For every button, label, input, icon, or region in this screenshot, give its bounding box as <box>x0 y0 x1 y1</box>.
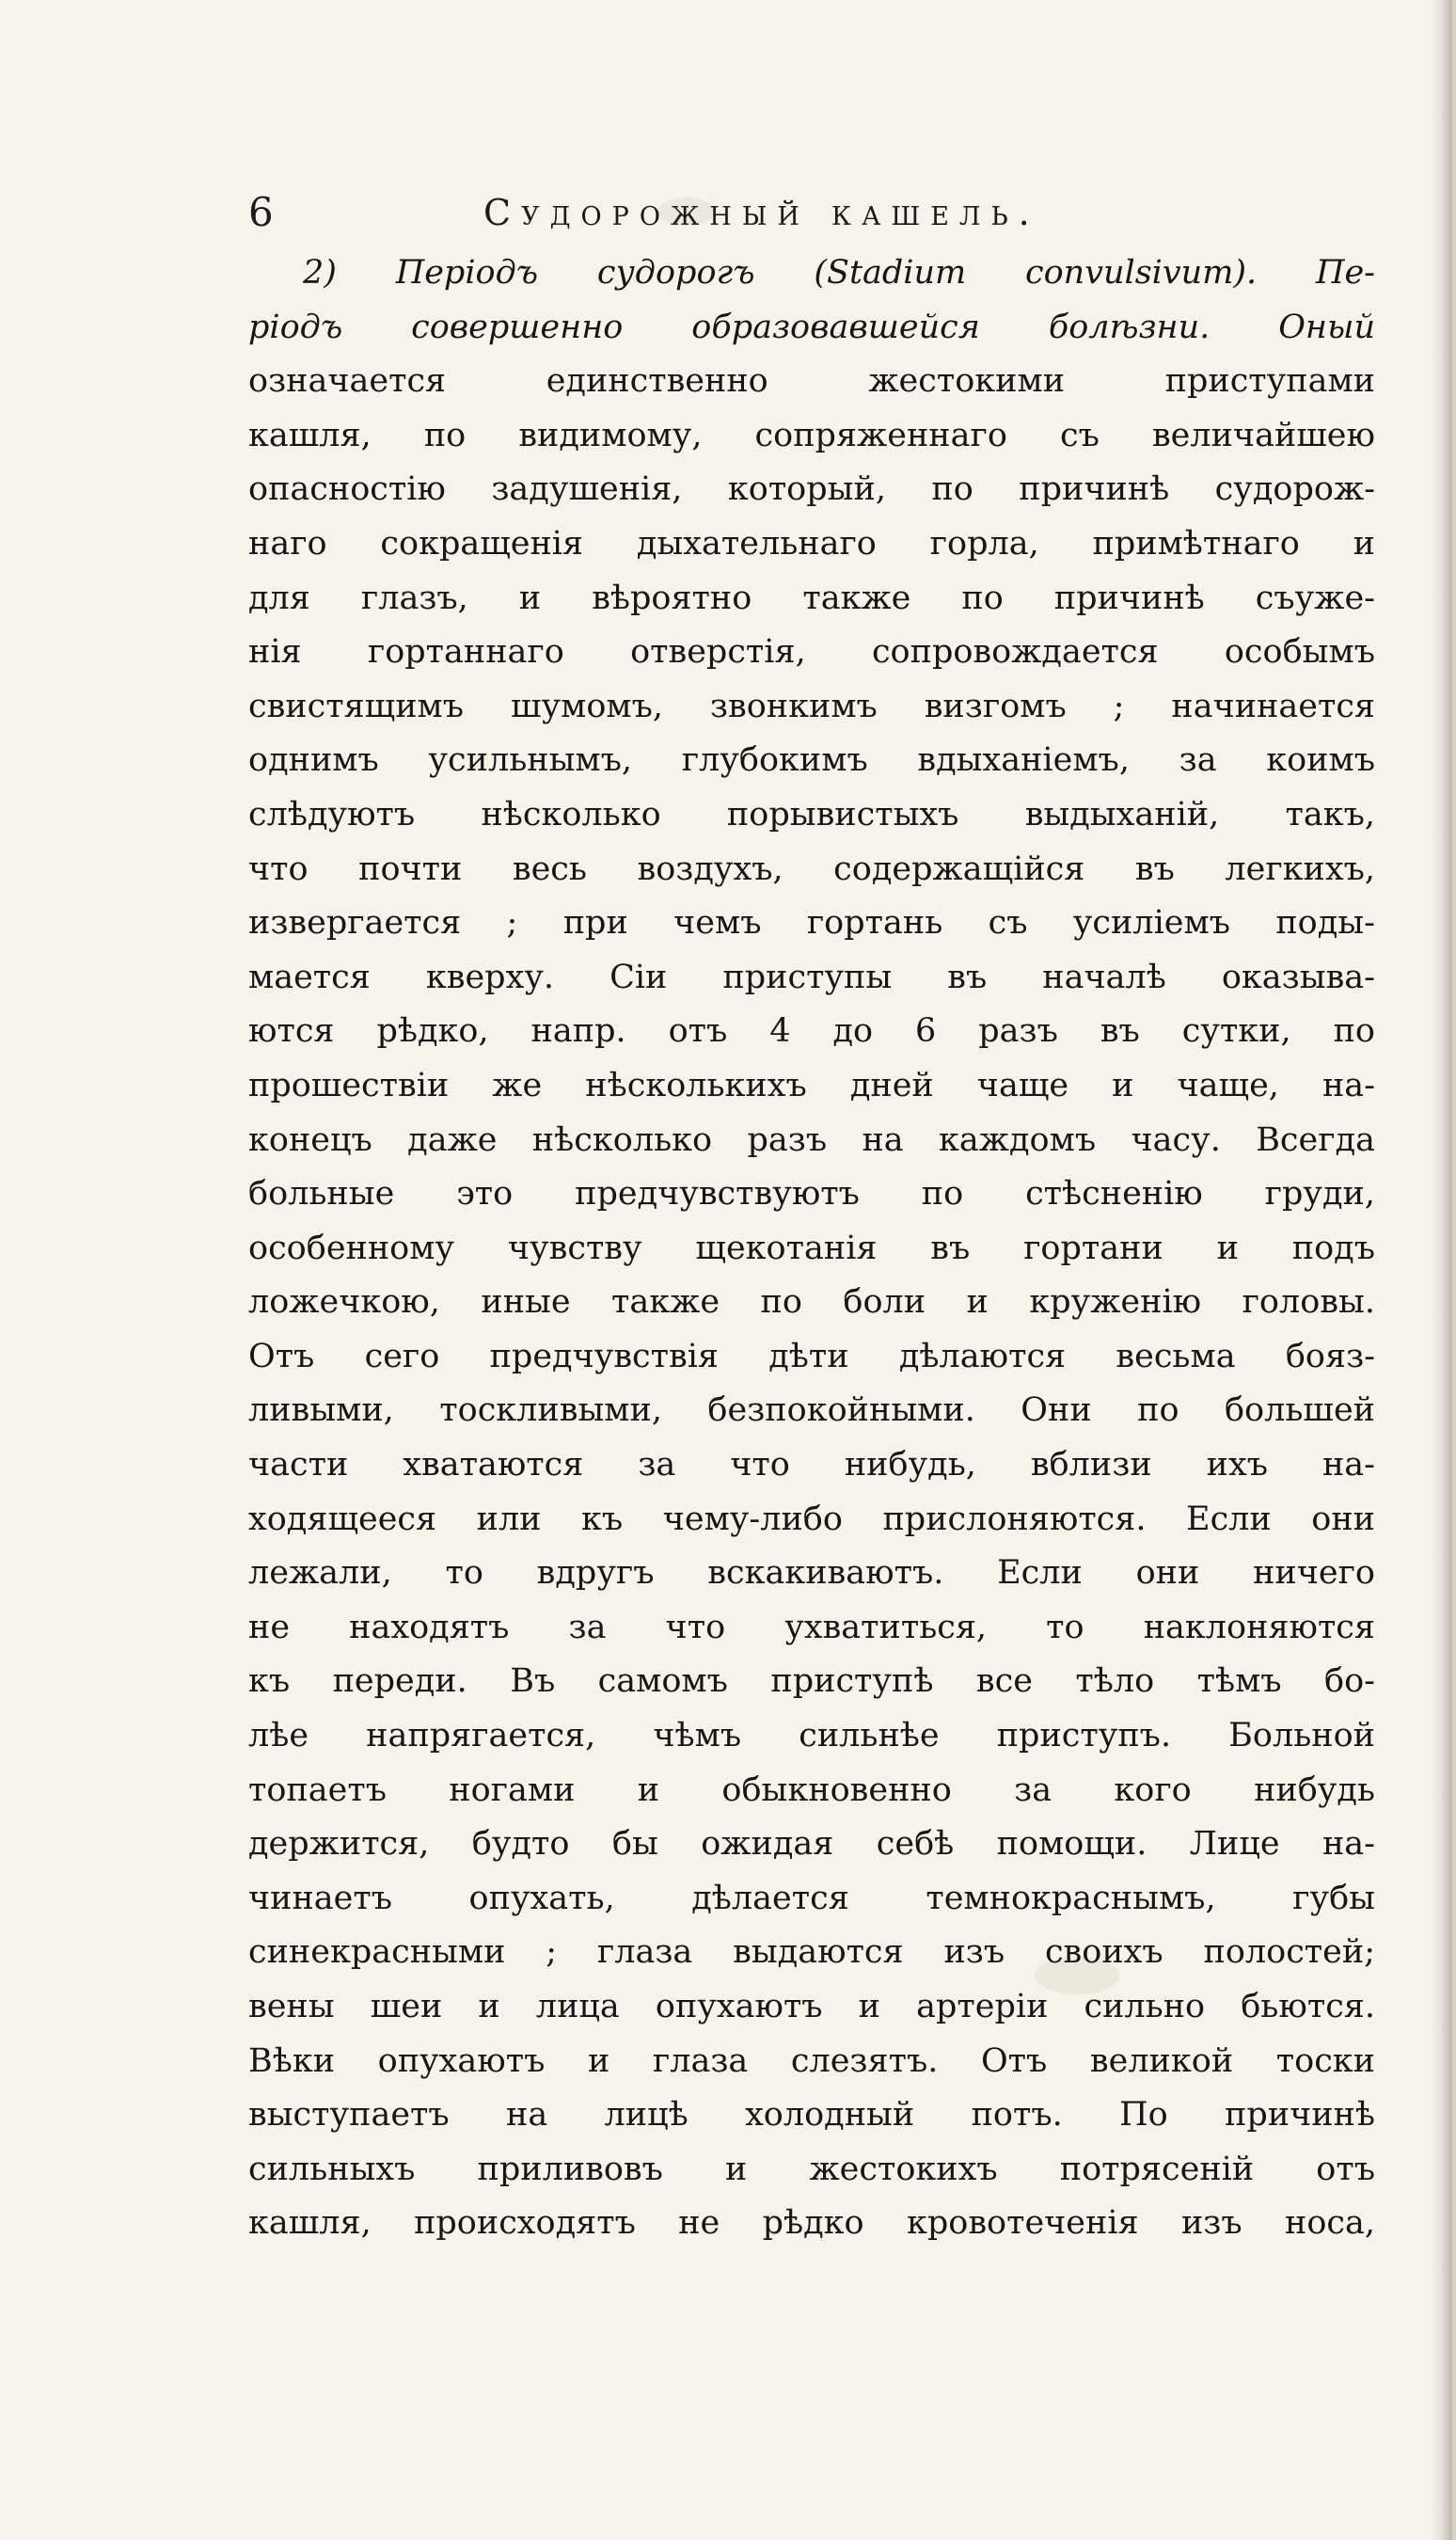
text-line: лежали, то вдругъ вскакиваютъ. Если они ничего <box>248 1554 1375 1593</box>
text-line: мается кверху. Сіи приступы въ началѣ оказыва- <box>248 958 1375 996</box>
text-line: опасностію задушенія, который, по причинѣ судорож- <box>248 470 1375 509</box>
page-edge <box>1452 0 1456 2540</box>
page-number: 6 <box>248 189 274 235</box>
text-line: наго сокращенія дыхательнаго горла, примѣтнаго и <box>248 524 1375 563</box>
text-line: лѣе напрягается, чѣмъ сильнѣе приступъ. Больной <box>248 1717 1375 1755</box>
text-line: слѣдуютъ нѣсколько порывистыхъ выдыханій, такъ, <box>248 795 1375 833</box>
text-line: особенному чувству щекотанія въ гортани и подъ <box>248 1229 1375 1267</box>
page-header <box>248 184 1377 241</box>
text-line: Отъ сего предчувствія дѣти дѣлаются весьма бояз- <box>248 1337 1375 1375</box>
text-line: кашля, происходятъ не рѣдко кровотеченія изъ носа, <box>248 2204 1375 2243</box>
text-line: вены шеи и лица опухаютъ и артеріи сильно бьются. <box>248 1988 1375 2025</box>
text-line: однимъ усильнымъ, глубокимъ вдыханіемъ, за коимъ <box>248 741 1375 780</box>
text-line: для глазъ, и вѣроятно также по причинѣ съуже- <box>248 579 1375 617</box>
text-line: ходящееся или къ чему-либо прислоняются. Если они <box>248 1500 1375 1538</box>
text-line: кашля, по видимому, сопряженнаго съ величайшею <box>248 416 1375 454</box>
text-line: означается единственно жестокими приступами <box>248 362 1375 401</box>
text-line: 2) Періодъ судорогъ (Stadium convulsivum). Пе- <box>303 254 1375 292</box>
text-line: извергается ; при чемъ гортань съ усиліемъ поды- <box>248 904 1375 943</box>
text-line: что почти весь воздухъ, содержащійся въ легкихъ, <box>248 849 1375 888</box>
text-line: держится, будто бы ожидая себѣ помощи. Лице на- <box>248 1825 1375 1864</box>
text-line: сильныхъ приливовъ и жестокихъ потрясеній отъ <box>248 2150 1375 2188</box>
text-line: ливыми, тоскливыми, безпокойными. Они по большей <box>248 1391 1375 1430</box>
text-line: ются рѣдко, напр. отъ 4 до 6 разъ въ сутки, по <box>248 1012 1375 1051</box>
text-line: нія гортаннаго отверстія, сопровождается особымъ <box>248 633 1375 672</box>
body-text <box>248 246 1375 2251</box>
text-line: конецъ даже нѣсколько разъ на каждомъ часу. Всегда <box>248 1120 1375 1159</box>
text-line: ложечкою, иные также по боли и круженію головы. <box>248 1283 1375 1322</box>
text-line: чинаетъ опухать, дѣлается темнокраснымъ, губы <box>248 1879 1375 1917</box>
text-line: прошествіи же нѣсколькихъ дней чаще и чаще, на- <box>248 1066 1375 1104</box>
text-line: выступаетъ на лицѣ холодный потъ. По причинѣ <box>248 2096 1375 2135</box>
text-line: части хватаются за что нибудь, вблизи ихъ на- <box>248 1446 1375 1484</box>
text-line: синекрасными ; глаза выдаются изъ своихъ полостей; <box>248 1933 1375 1972</box>
text-line: топаетъ ногами и обыкновенно за кого нибудь <box>248 1770 1375 1809</box>
text-line: свистящимъ шумомъ, звонкимъ визгомъ ; начинается <box>248 687 1375 725</box>
text-line: не находятъ за что ухватиться, то наклоняются <box>248 1608 1375 1646</box>
text-line: Вѣки опухаютъ и глаза слезятъ. Отъ великой тоски <box>248 2041 1375 2080</box>
text-line: къ переди. Въ самомъ приступѣ все тѣло тѣмъ бо- <box>248 1662 1375 1701</box>
text-line: больные это предчувствуютъ по стѣсненію груди, <box>248 1175 1375 1214</box>
running-title: Судорожный кашель. <box>483 192 1040 233</box>
text-line: ріодъ совершенно образовавшейся болѣзни. Оный <box>248 308 1375 346</box>
